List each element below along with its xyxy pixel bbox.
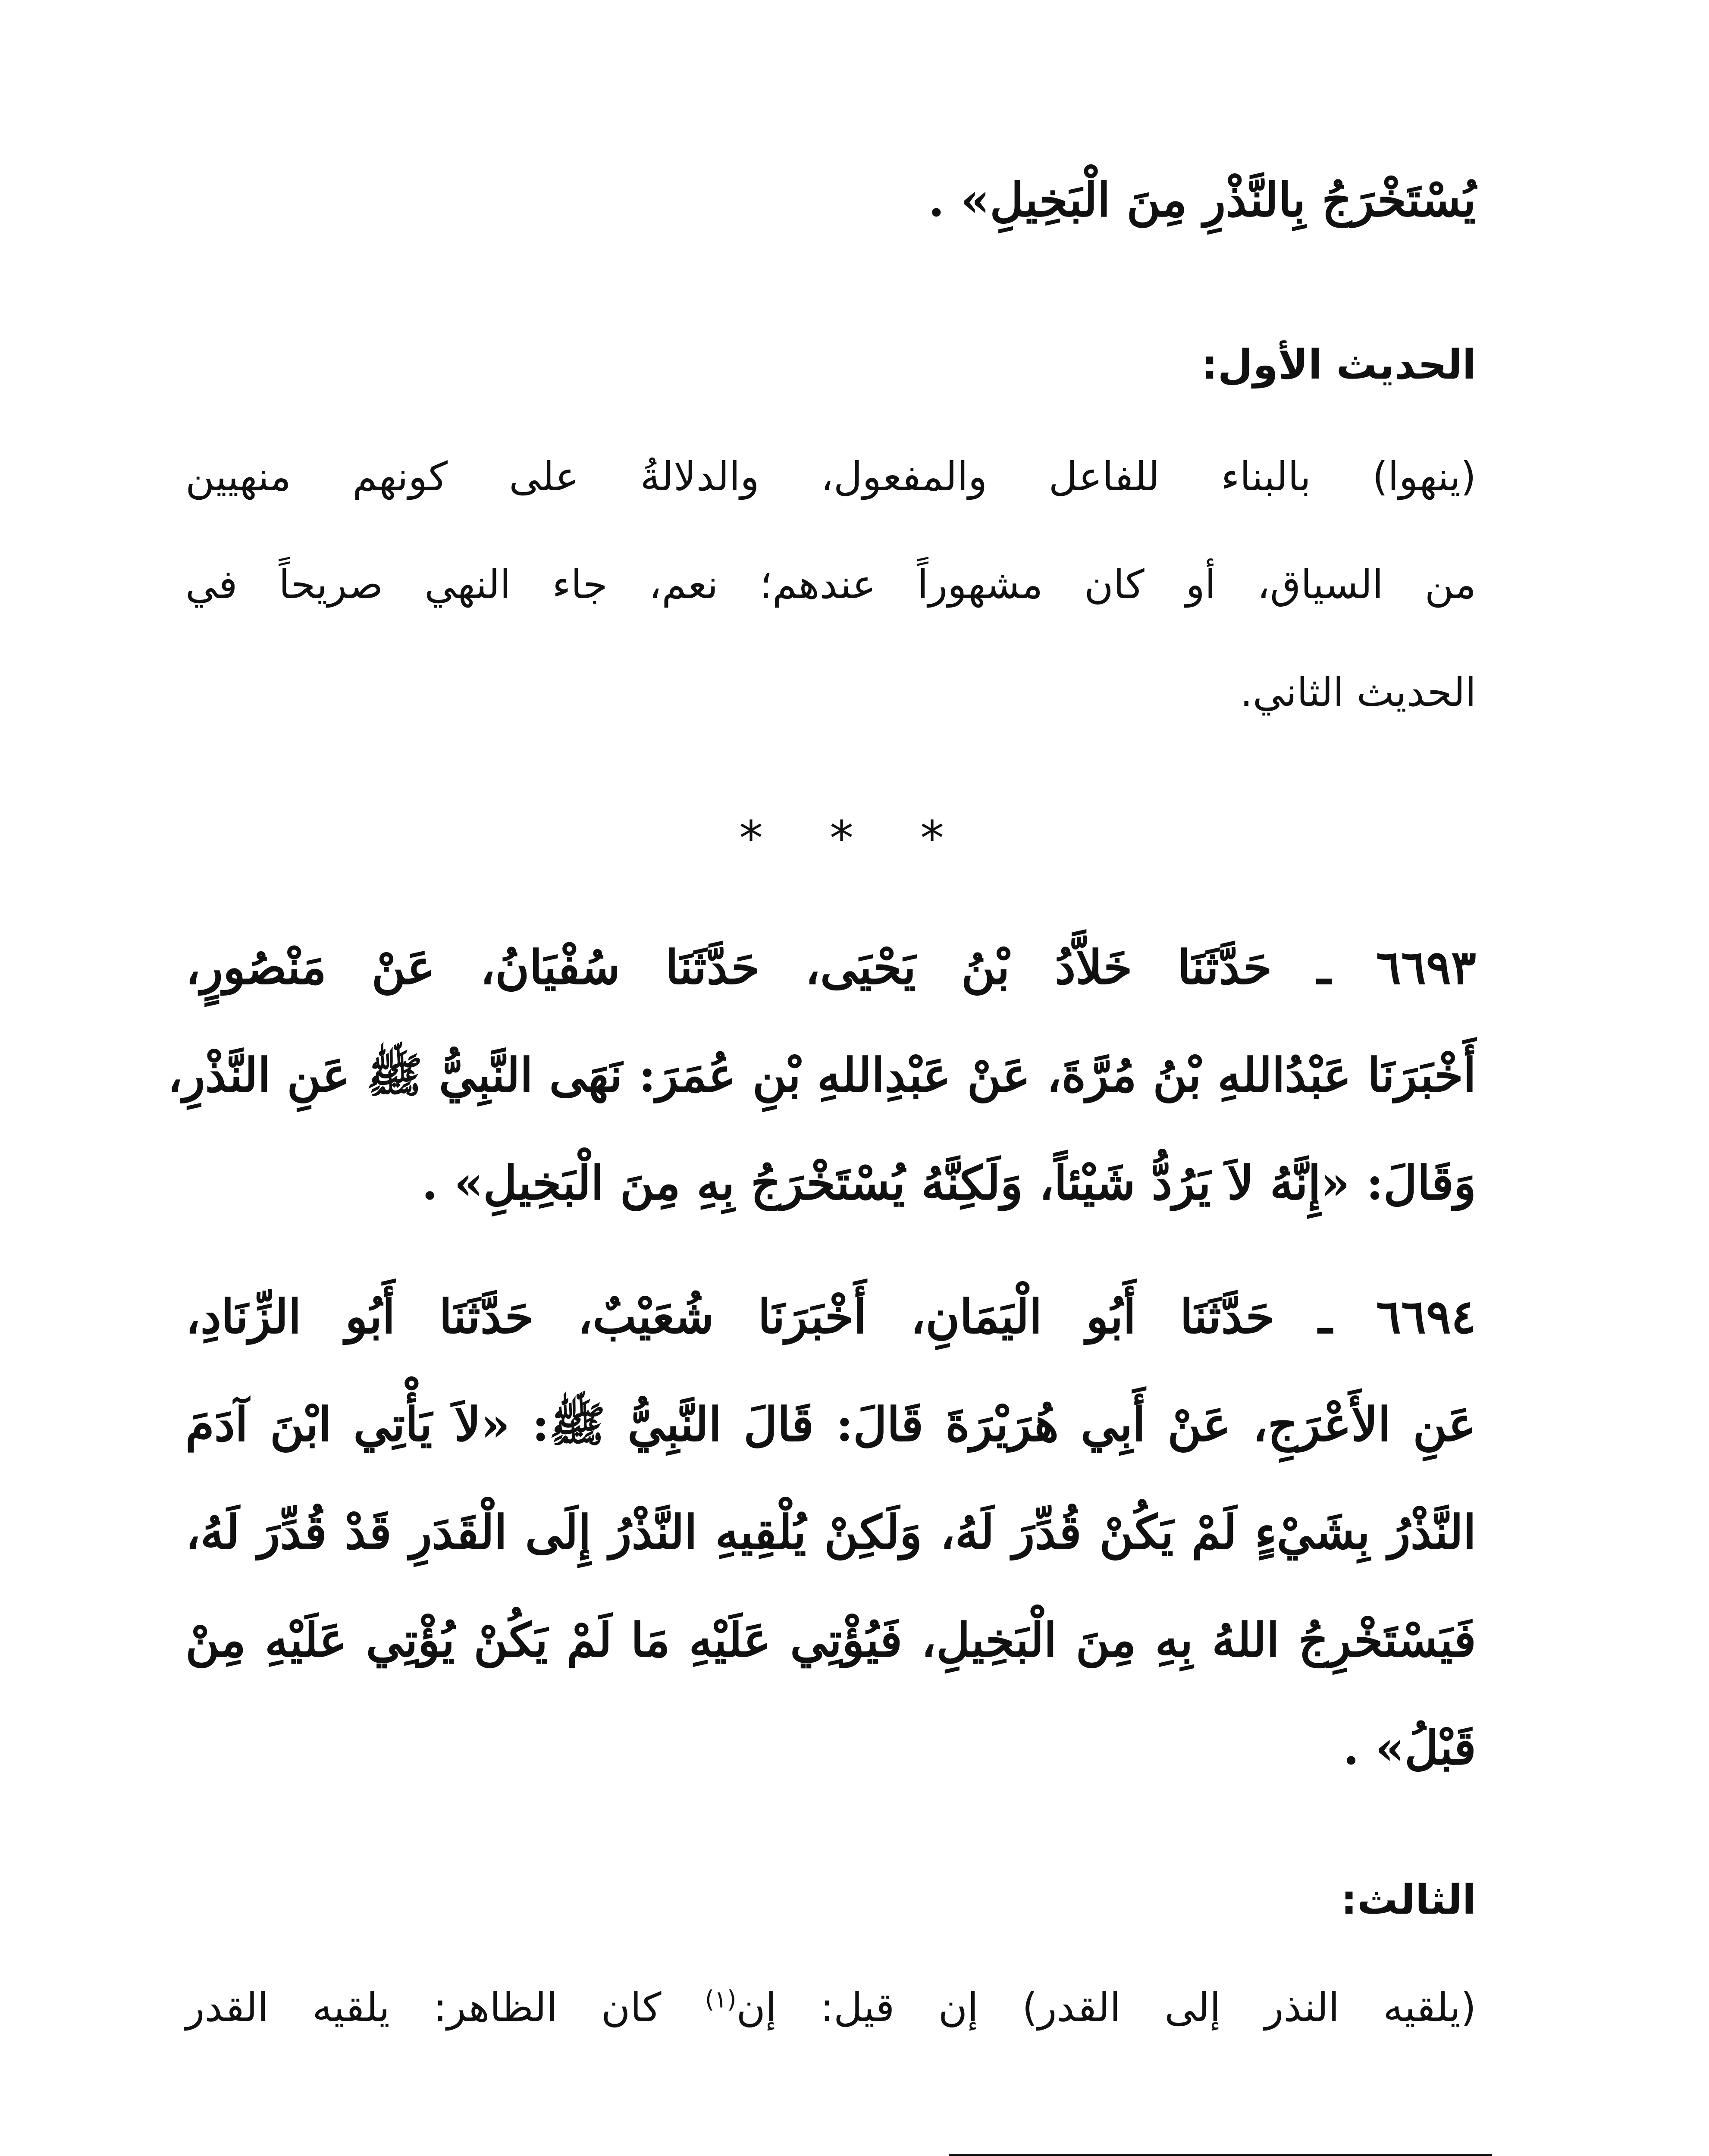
hadith-continuation-line: يُسْتَخْرَجُ بِالنَّذْرِ مِنَ الْبَخِيلِ» . [928,173,1476,227]
section-heading-third: الثالث: [1341,1877,1476,1924]
commentary-third-text-end: كان الظاهر: يلقيه القدر [185,1984,705,2031]
section-heading-first-hadith: الحديث الأول: [1201,342,1476,389]
hadith-6694-line-4: فَيَسْتَخْرِجُ اللهُ بِهِ مِنَ الْبَخِيلِ، فَيُؤْتِي عَلَيْهِ مَا لَمْ يَكُنْ يُؤْتِي عَلَيْهِ مِنْ [185,1613,1476,1667]
hadith-6693-line-2: أَخْبَرَنَا عَبْدُاللهِ بْنُ مُرَّةَ، عَنْ عَبْدِاللهِ بْنِ عُمَرَ: نَهَى النَّبِيُّ ﷺ عَنِ النَّذْرِ، [167,1048,1476,1103]
footnote-reference-marker: (١) [705,1986,737,2014]
hadith-6694-line-3: النَّذْرُ بِشَيْءٍ لَمْ يَكُنْ قُدِّرَ لَهُ، وَلَكِنْ يُلْقِيهِ النَّذْرُ إِلَى الْقَدَرِ قَدْ قُدِّرَ لَهُ، [185,1505,1476,1560]
commentary-third-line [185,1984,1476,2031]
commentary-line-2: من السياق، أو كان مشهوراً عندهم؛ نعم، جاء النهي صريحاً في [185,561,1476,608]
commentary-line-1: (ينهوا) بالبناء للفاعل والمفعول، والدلالةُ على كونهم منهيين [185,454,1476,500]
commentary-third-text-start: (يلقيه النذر إلى القدر) إن قيل: إن [736,1984,1476,2031]
hadith-6694-line-2: عَنِ الأَعْرَجِ، عَنْ أَبِي هُرَيْرَةَ قَالَ: قَالَ النَّبِيُّ ﷺ: «لاَ يَأْتِي ابْنَ آدَمَ [185,1398,1476,1452]
hadith-6694-line-1: ٦٦٩٤ ـ حَدَّثَنَا أَبُو الْيَمَانِ، أَخْبَرَنَا شُعَيْبٌ، حَدَّثَنَا أَبُو الزِّنَادِ، [185,1290,1476,1344]
footnote-divider [949,2154,1492,2156]
hadith-6694-line-5: قَبْلُ» . [1343,1721,1476,1775]
hadith-6693-line-1: ٦٦٩٣ ـ حَدَّثَنَا خَلاَّدُ بْنُ يَحْيَى، حَدَّثَنَا سُفْيَانُ، عَنْ مَنْصُورٍ، [185,940,1476,995]
section-separator-stars: * * * [739,811,970,866]
hadith-6693-line-3: وَقَالَ: «إِنَّهُ لاَ يَرُدُّ شَيْئاً، وَلَكِنَّهُ يُسْتَخْرَجُ بِهِ مِنَ الْبَخِيلِ» . [421,1156,1476,1210]
commentary-line-3: الحديث الثاني. [1240,669,1476,715]
